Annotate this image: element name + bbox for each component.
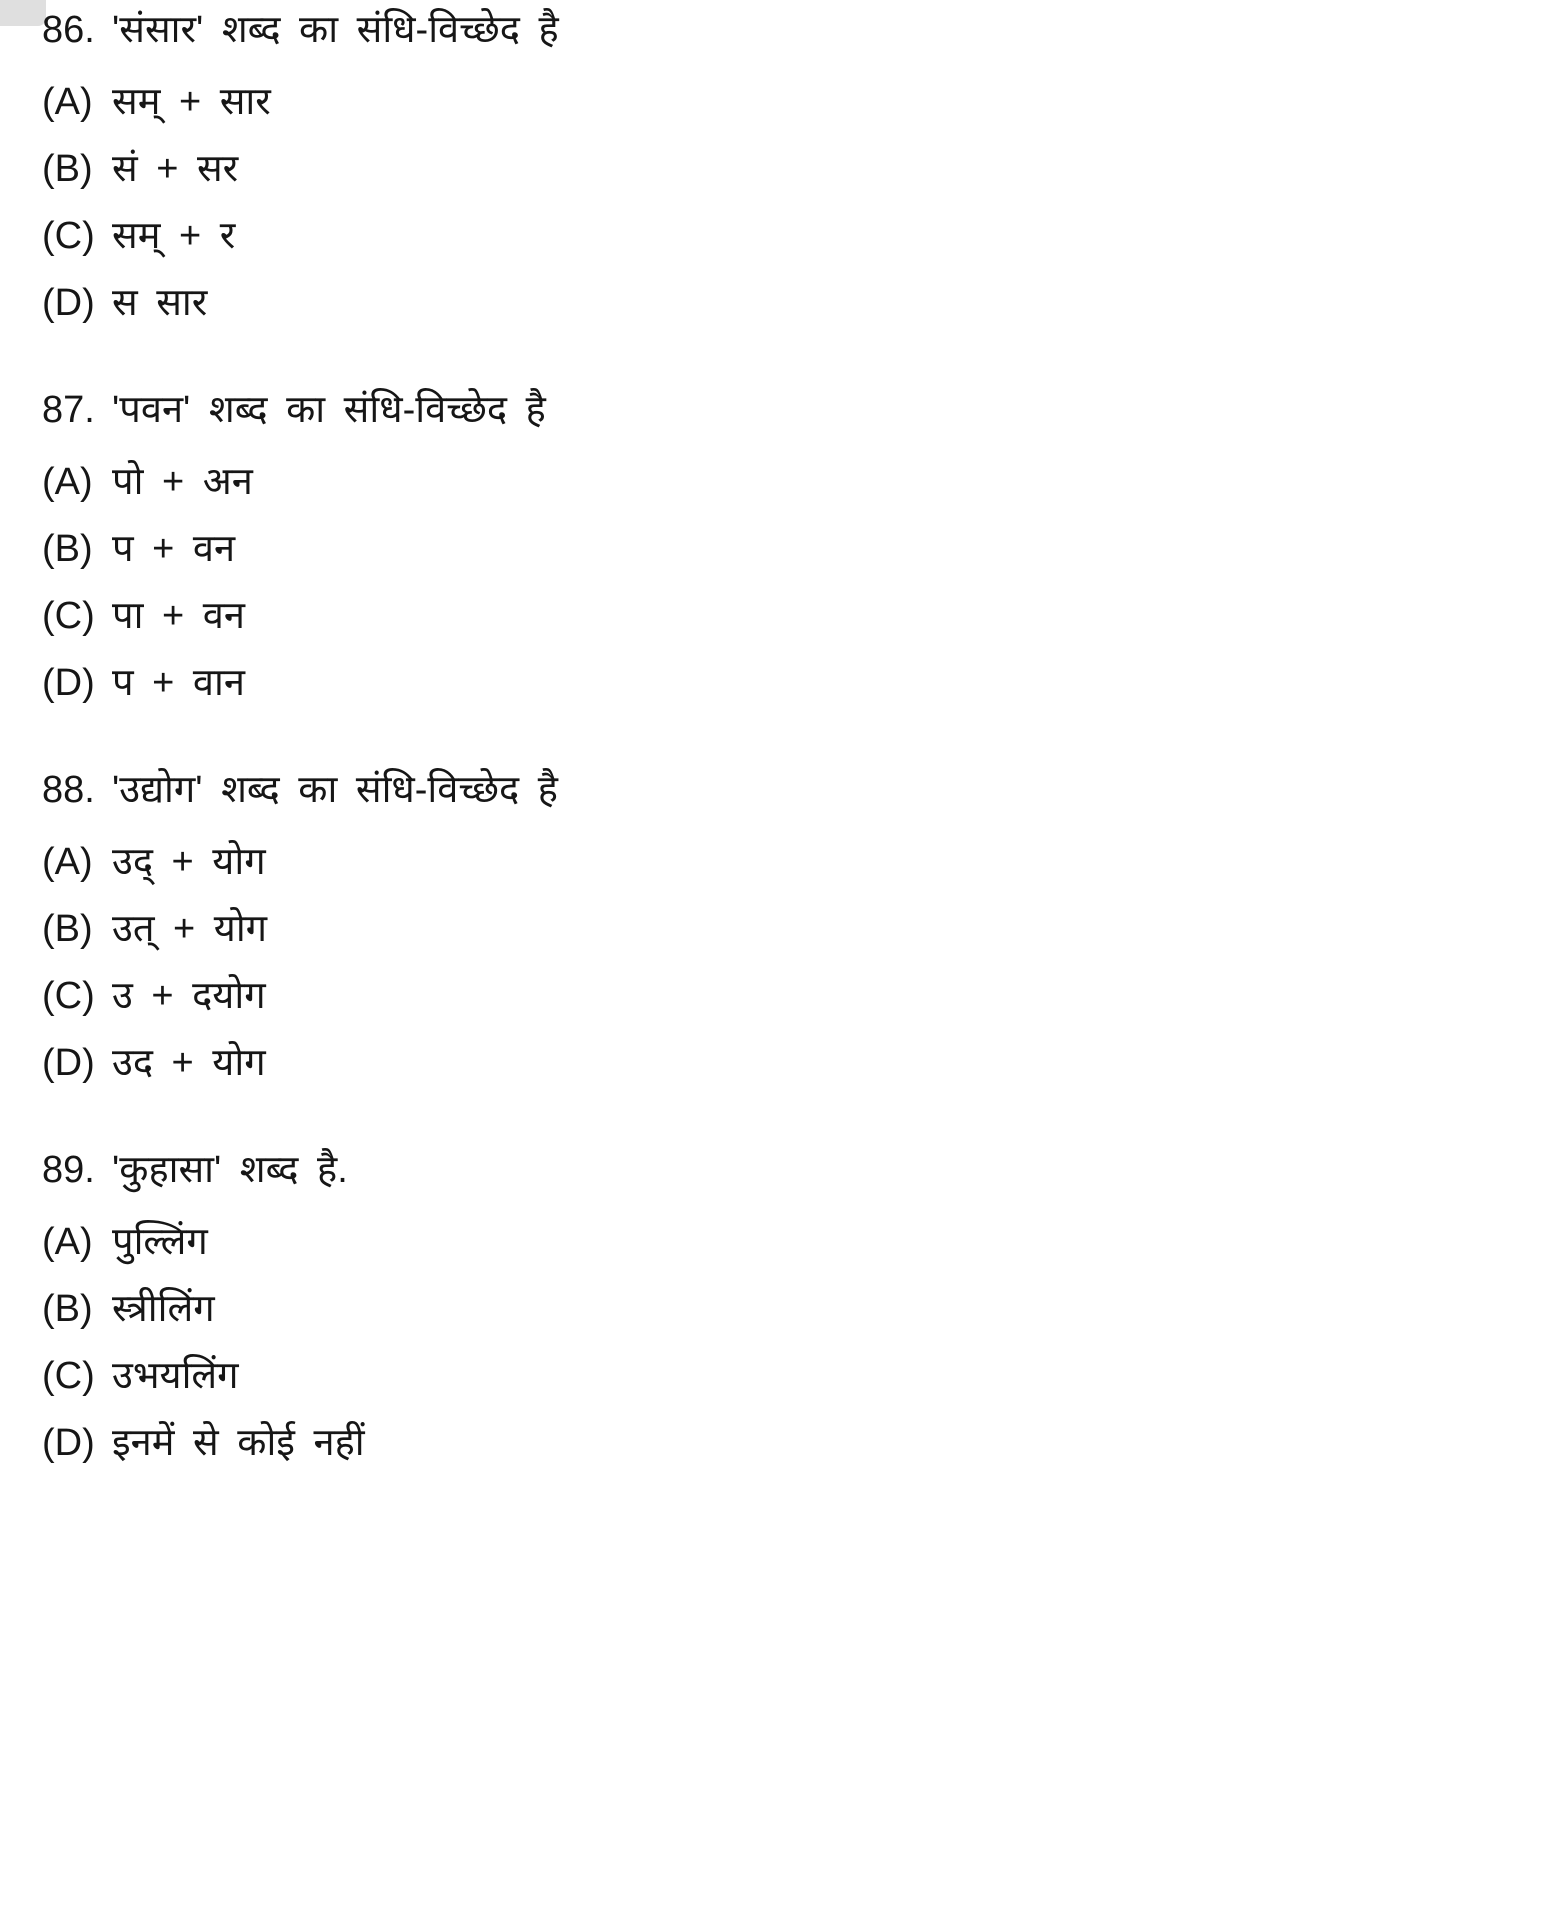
option-label: (C) [42,975,95,1017]
option-text: पुल्लिंग [112,1221,208,1263]
option-text: सम् + सार [112,81,271,123]
document-page [42,8,1517,1528]
question-block-87 [42,388,1517,705]
option-text: उद + योग [112,1042,266,1084]
option-line-a [42,460,1517,504]
option-text: इनमें से कोई नहीं [112,1422,365,1464]
question-text: 'उद्योग' शब्द का संधि-विच्छेद है [112,769,558,811]
option-text: उ + दयोग [112,975,266,1017]
option-line-c [42,1354,1517,1398]
option-line-b [42,1287,1517,1331]
question-text: 'कुहासा' शब्द है. [112,1149,348,1191]
question-number: 89. [42,1149,95,1191]
option-line-d [42,1421,1517,1465]
option-label: (B) [42,528,93,570]
question-number: 88. [42,769,95,811]
option-label: (B) [42,148,93,190]
option-line-a [42,840,1517,884]
option-line-d [42,281,1517,325]
option-line-b [42,527,1517,571]
option-text: उभयलिंग [112,1355,239,1397]
option-text: प + वन [112,528,236,570]
option-label: (B) [42,1288,93,1330]
option-line-a [42,80,1517,124]
option-line-d [42,1041,1517,1085]
option-text: उत् + योग [112,908,268,950]
option-text: पो + अन [112,461,253,503]
option-text: प + वान [112,662,245,704]
option-text: स्त्रीलिंग [112,1288,215,1330]
question-text: 'संसार' शब्द का संधि-विच्छेद है [112,9,559,51]
option-line-a [42,1220,1517,1264]
question-block-89 [42,1148,1517,1465]
option-label: (A) [42,841,93,883]
question-line [42,768,1517,812]
option-text: सम् + र [112,215,236,257]
option-label: (B) [42,908,93,950]
option-label: (A) [42,1221,93,1263]
option-text: उद् + योग [112,841,266,883]
option-line-c [42,594,1517,638]
option-line-c [42,214,1517,258]
option-label: (D) [42,662,95,704]
question-line [42,1148,1517,1192]
option-label: (C) [42,215,95,257]
option-line-d [42,661,1517,705]
question-line [42,8,1517,52]
option-line-c [42,974,1517,1018]
option-text: स सार [112,282,208,324]
option-label: (A) [42,461,93,503]
option-text: सं + सर [112,148,239,190]
option-line-b [42,147,1517,191]
option-label: (D) [42,1042,95,1084]
question-text: 'पवन' शब्द का संधि-विच्छेद है [112,389,546,431]
option-line-b [42,907,1517,951]
question-block-86 [42,8,1517,325]
option-label: (C) [42,595,95,637]
scan-smudge-artifact [0,0,46,26]
question-number: 87. [42,389,95,431]
option-label: (A) [42,81,93,123]
option-label: (D) [42,282,95,324]
question-number: 86. [42,9,95,51]
question-block-88 [42,768,1517,1085]
option-label: (C) [42,1355,95,1397]
option-label: (D) [42,1422,95,1464]
question-line [42,388,1517,432]
option-text: पा + वन [112,595,245,637]
